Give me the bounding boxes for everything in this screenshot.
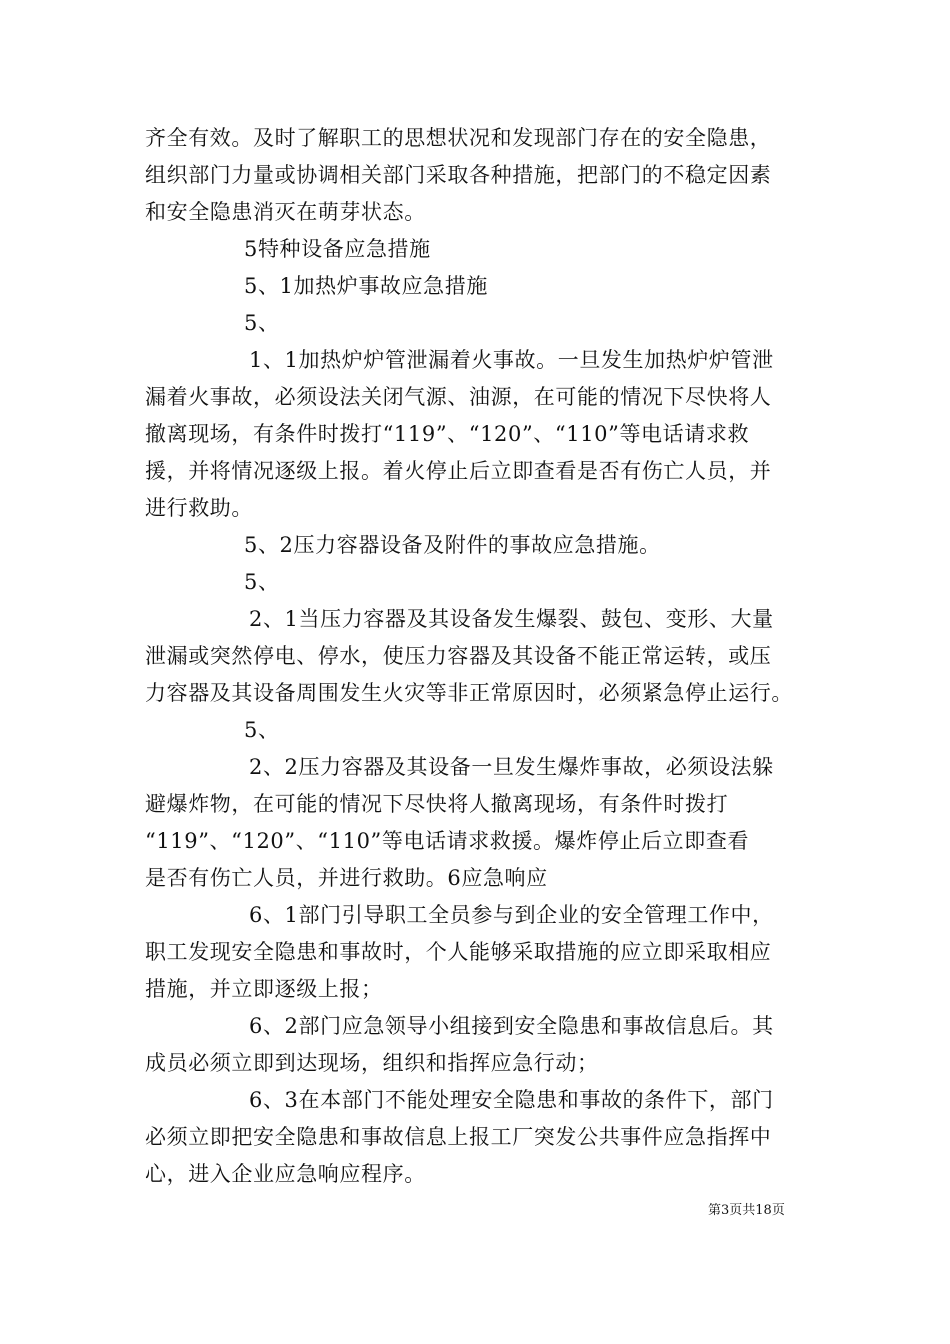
text-line: 2、2压力容器及其设备一旦发生爆炸事故，必须设法躲 [249, 755, 774, 779]
text-line: 5、 [244, 311, 280, 335]
text-line: 必须立即把安全隐患和事故信息上报工厂突发公共事件应急指挥中 [145, 1125, 772, 1149]
text-line: 避爆炸物，在可能的情况下尽快将人撤离现场，有条件时拨打 [145, 792, 729, 816]
text-line: 力容器及其设备周围发生火灾等非正常原因时，必须紧急停止运行。 [145, 681, 793, 705]
text-line: 6、3在本部门不能处理安全隐患和事故的条件下，部门 [249, 1088, 774, 1112]
text-line: 心，进入企业应急响应程序。 [145, 1162, 426, 1186]
text-line: 5、 [244, 718, 280, 742]
text-line: 撤离现场，有条件时拨打“119”、“120”、“110”等电话请求救 [145, 422, 750, 446]
text-line: 6、2部门应急领导小组接到安全隐患和事故信息后。其 [249, 1014, 774, 1038]
text-line: 6、1部门引导职工全员参与到企业的安全管理工作中， [249, 903, 774, 927]
text-line: 措施，并立即逐级上报； [145, 977, 383, 1001]
text-line: “119”、“120”、“110”等电话请求救援。爆炸停止后立即查看 [145, 829, 750, 853]
text-line: 5、1加热炉事故应急措施 [244, 274, 488, 298]
text-line: 是否有伤亡人员，并进行救助。6应急响应 [145, 866, 548, 890]
text-line: 泄漏或突然停电、停水，使压力容器及其设备不能正常运转，或压 [145, 644, 772, 668]
text-line: 1、1加热炉炉管泄漏着火事故。一旦发生加热炉炉管泄 [249, 348, 774, 372]
text-line: 组织部门力量或协调相关部门采取各种措施，把部门的不稳定因素 [145, 163, 772, 187]
text-line: 援，并将情况逐级上报。着火停止后立即查看是否有伤亡人员，并 [145, 459, 772, 483]
text-line: 漏着火事故，必须设法关闭气源、油源，在可能的情况下尽快将人 [145, 385, 772, 409]
document-body [145, 120, 808, 1193]
text-line: 5特种设备应急措施 [244, 237, 431, 261]
text-line: 职工发现安全隐患和事故时，个人能够采取措施的应立即采取相应 [145, 940, 772, 964]
page-number-footer: 第3页共18页 [708, 1203, 785, 1218]
text-line: 2、1当压力容器及其设备发生爆裂、鼓包、变形、大量 [249, 607, 774, 631]
text-line: 齐全有效。及时了解职工的思想状况和发现部门存在的安全隐患， [145, 126, 772, 150]
text-line: 5、 [244, 570, 280, 594]
text-line: 成员必须立即到达现场，组织和指挥应急行动； [145, 1051, 599, 1075]
text-line: 和安全隐患消灭在萌芽状态。 [145, 200, 426, 224]
text-line: 5、2压力容器设备及附件的事故应急措施。 [244, 533, 661, 557]
text-line: 进行救助。 [145, 496, 253, 520]
